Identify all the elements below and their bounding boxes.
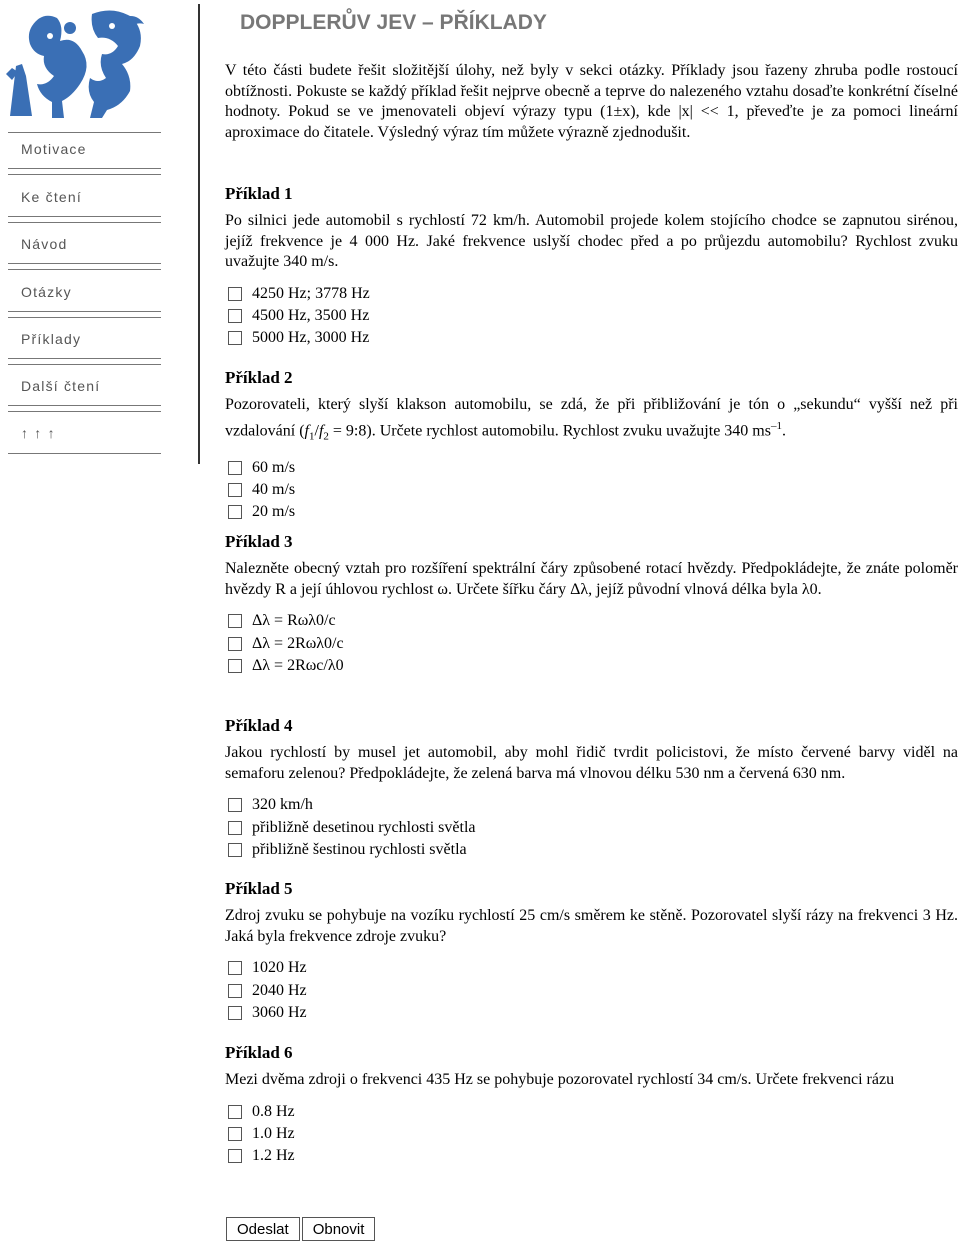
- example-3: [225, 531, 958, 677]
- example-2: [225, 367, 958, 524]
- answer-option[interactable]: [225, 632, 958, 654]
- example-1: [225, 183, 958, 350]
- checkbox[interactable]: [228, 483, 242, 497]
- answer-options: [225, 457, 958, 524]
- university-logo-icon: [2, 6, 152, 121]
- nav-item-priklady[interactable]: [8, 322, 161, 366]
- option-label: 1020 Hz: [252, 959, 307, 977]
- answer-option[interactable]: [225, 610, 958, 632]
- nav-item-navod[interactable]: [8, 227, 161, 271]
- example-title: Příklad 4: [225, 716, 293, 735]
- checkbox[interactable]: [228, 461, 242, 475]
- example-question: Jakou rychlostí by musel jet automobil, aby mohl řidič tvrdit policistovi, že místo červené barvy viděl na semaforu zelenou? Předpokládejte, že zelená barva má vlnovou délku 530 nm a červená 630 nm.: [225, 744, 958, 782]
- up-arrows-icon[interactable]: ↑ ↑ ↑: [21, 425, 56, 441]
- answer-option[interactable]: [225, 839, 958, 861]
- example-title: Příklad 1: [225, 184, 293, 203]
- answer-option[interactable]: [225, 957, 958, 979]
- example-title: Příklad 3: [225, 532, 293, 551]
- nav-item-label[interactable]: Ke čtení: [21, 189, 82, 205]
- answer-options: [225, 283, 958, 350]
- checkbox[interactable]: [228, 1149, 242, 1163]
- option-label: 5000 Hz, 3000 Hz: [252, 329, 370, 347]
- answer-option[interactable]: [225, 1002, 958, 1024]
- checkbox[interactable]: [228, 637, 242, 651]
- option-label: 1.0 Hz: [252, 1125, 295, 1143]
- answer-option[interactable]: [225, 457, 958, 479]
- sidebar-divider: [198, 4, 200, 464]
- checkbox[interactable]: [228, 1006, 242, 1020]
- answer-option[interactable]: [225, 327, 958, 349]
- example-title: Příklad 2: [225, 368, 293, 387]
- option-label: 20 m/s: [252, 503, 296, 521]
- checkbox[interactable]: [228, 309, 242, 323]
- example-question: Zdroj zvuku se pohybuje na vozíku rychlostí 25 cm/s směrem ke stěně. Pozorovatel slyší rázy na frekvenci 3 Hz. Jaká byla frekvence zdroje zvuku?: [225, 907, 958, 945]
- answer-options: [225, 957, 958, 1024]
- answer-option[interactable]: [225, 1123, 958, 1145]
- submit-button[interactable]: Odeslat: [226, 1217, 300, 1241]
- example-title: Příklad 5: [225, 879, 293, 898]
- reset-button[interactable]: Obnovit: [302, 1217, 376, 1241]
- option-label: 4250 Hz; 3778 Hz: [252, 284, 370, 302]
- answer-option[interactable]: [225, 816, 958, 838]
- option-label: 4500 Hz, 3500 Hz: [252, 307, 370, 325]
- answer-option[interactable]: [225, 979, 958, 1001]
- option-label: 0.8 Hz: [252, 1102, 295, 1120]
- answer-options: [225, 610, 958, 677]
- option-label: 1.2 Hz: [252, 1147, 295, 1165]
- checkbox[interactable]: [228, 798, 242, 812]
- checkbox[interactable]: [228, 961, 242, 975]
- option-label: 320 km/h: [252, 796, 313, 814]
- example-5: [225, 878, 958, 1024]
- checkbox[interactable]: [228, 505, 242, 519]
- option-label: 60 m/s: [252, 458, 296, 476]
- checkbox[interactable]: [228, 614, 242, 628]
- example-title: Příklad 6: [225, 1043, 293, 1062]
- answer-option[interactable]: [225, 305, 958, 327]
- nav-item-otazky[interactable]: [8, 275, 161, 319]
- intro-text: V této části budete řešit složitější úlohy, než byly v sekci otázky. Příklady jsou řazeny zhruba podle rostoucí obtížnosti. Pokuste se každý příklad řešit nejprve obecně a teprve do nalezeného vztahu dosaďte konkrétní číselné hodnoty. Pokud se ve jmenovateli objeví výrazy typu (1±x), kde |x| << 1, převeďte je za pomoci lineární aproximace do čitatele. Výsledný výraz tím můžete výrazně zjednodušit.: [225, 62, 958, 141]
- checkbox[interactable]: [228, 1105, 242, 1119]
- nav-item-label[interactable]: Příklady: [21, 331, 82, 347]
- checkbox[interactable]: [228, 287, 242, 301]
- checkbox[interactable]: [228, 659, 242, 673]
- answer-options: [225, 1101, 958, 1168]
- checkbox[interactable]: [228, 331, 242, 345]
- sidebar: [0, 0, 200, 465]
- checkbox[interactable]: [228, 843, 242, 857]
- option-label: přibližně desetinou rychlosti světla: [252, 818, 476, 836]
- nav-item-ke-cteni[interactable]: [8, 180, 161, 224]
- nav-item-label[interactable]: Další čtení: [21, 378, 101, 394]
- page-title: DOPPLERŮV JEV – PŘÍKLADY: [240, 11, 547, 34]
- option-label: přibližně šestinou rychlosti světla: [252, 840, 467, 858]
- answer-option[interactable]: [225, 501, 958, 523]
- answer-option[interactable]: [225, 1101, 958, 1123]
- checkbox[interactable]: [228, 1127, 242, 1141]
- nav-item-top-arrows[interactable]: [8, 417, 161, 461]
- form-buttons: [226, 1217, 377, 1241]
- example-4: [225, 715, 958, 861]
- answer-options: [225, 794, 958, 861]
- checkbox[interactable]: [228, 984, 242, 998]
- nav-item-label[interactable]: Motivace: [21, 141, 87, 157]
- answer-option[interactable]: [225, 1145, 958, 1167]
- option-label: 3060 Hz: [252, 1003, 307, 1021]
- example-6: [225, 1042, 958, 1168]
- option-label: Δλ = 2Rωc/λ0: [252, 656, 344, 674]
- answer-option[interactable]: [225, 479, 958, 501]
- option-label: Δλ = 2Rωλ0/c: [252, 634, 344, 652]
- example-question: Nalezněte obecný vztah pro rozšíření spektrální čáry způsobené rotací hvězdy. Předpokládejte, že znáte poloměr hvězdy R a její úhlovou rychlost ω. Určete šířku čáry Δλ, jejíž původní vlnová délka byla λ0.: [225, 560, 958, 598]
- nav-item-motivace[interactable]: [8, 132, 161, 176]
- answer-option[interactable]: [225, 283, 958, 305]
- nav-item-label[interactable]: Návod: [21, 236, 68, 252]
- option-label: 2040 Hz: [252, 981, 307, 999]
- example-question: Pozorovateli, který slyší klakson automobilu, se zdá, že při přibližování je tón o „sekundu“ vyšší než při vzdalování ($f_1/f_2$ = 9:8). Určete rychlost automobilu. Rychlost zvuku uvažujte 340 $ms^{-1}$.: [225, 396, 958, 443]
- answer-option[interactable]: [225, 655, 958, 677]
- answer-option[interactable]: [225, 794, 958, 816]
- example-question: Mezi dvěma zdroji o frekvenci 435 Hz se pohybuje pozorovatel rychlostí 34 cm/s. Určete frekvenci rázu: [225, 1071, 895, 1088]
- example-question: Po silnici jede automobil s rychlostí 72 km/h. Automobil projede kolem stojícího chodce se zapnutou sirénou, jejíž frekvence je 4 000 Hz. Jaké frekvence uslyší chodec před a po průjezdu automobilu? Rychlost zvuku uvažujte 340 m/s.: [225, 212, 958, 270]
- checkbox[interactable]: [228, 821, 242, 835]
- nav-item-label[interactable]: Otázky: [21, 284, 72, 300]
- option-label: 40 m/s: [252, 481, 296, 499]
- option-label: Δλ = Rωλ0/c: [252, 612, 336, 630]
- nav-item-dalsi-cteni[interactable]: [8, 369, 161, 413]
